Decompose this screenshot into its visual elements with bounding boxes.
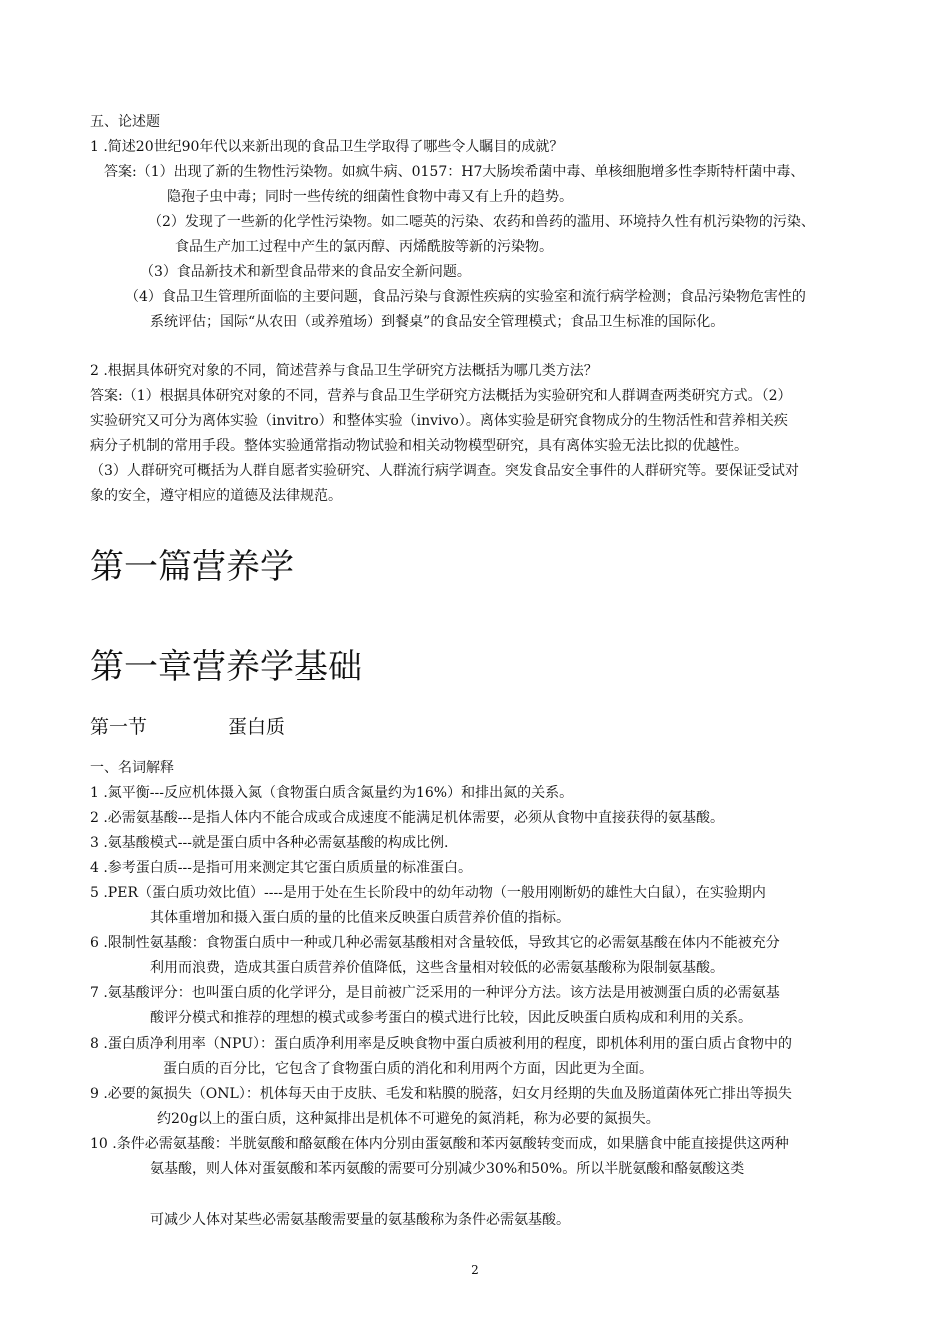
answer-line: 病分子机制的常用手段。整体实验通常指动物试验和相关动物模型研究，具有离体实验无法比拟的优越性。 [90,438,748,454]
section-name: 蛋白质 [228,716,286,738]
answer-line: 答案:（1）根据具体研究对象的不同，营养与食品卫生学研究方法概括为实验研究和人群调查两类研究方式。（2） [90,388,792,404]
question-2: 2 .根据具体研究对象的不同，简述营养与食品卫生学研究方法概括为哪几类方法？ [90,363,598,379]
term-line: 利用而浪费，造成其蛋白质营养价值降低，这些含量相对较低的必需氨基酸称为限制氨基酸。 [150,960,724,976]
term-line: 氨基酸，则人体对蛋氨酸和苯丙氨酸的需要可分别减少30%和50%。所以半胱氨酸和酪氨酸这类 [150,1161,745,1177]
question-1: 1 .简述20世纪90年代以来新出现的食品卫生学取得了哪些令人瞩目的成就？ [90,139,564,155]
term-line: 蛋白质的百分比，它包含了食物蛋白质的消化和利用两个方面，因此更为全面。 [163,1061,653,1077]
answer-line: （4）食品卫生管理所面临的主要问题，食品污染与食源性疾病的实验室和流行病学检测；食品污染物危害性的 [125,289,806,305]
page-number: 2 [471,1263,479,1277]
answer-line: 隐孢子虫中毒；同时一些传统的细菌性食物中毒又有上升的趋势。 [167,189,573,205]
term-line: 8 .蛋白质净利用率（NPU）：蛋白质净利用率是反映食物中蛋白质被利用的程度，即机体利用的蛋白质占食物中的 [90,1036,793,1052]
term-line: 约20g以上的蛋白质，这种氮排出是机体不可避免的氮消耗，称为必要的氮损失。 [157,1111,660,1127]
answer-line: （3）人群研究可概括为人群自愿者实验研究、人群流行病学调查。突发食品安全事件的人群研究等。要保证受试对 [90,463,799,479]
answer-line: 实验研究又可分为离体实验（invitro）和整体实验（invivo）。离体实验是研究食物成分的生物活性和营养相关疾 [90,413,788,429]
term-line: 3 .氨基酸模式---就是蛋白质中各种必需氨基酸的构成比例. [90,835,449,851]
answer-line: 象的安全，遵守相应的道德及法律规范。 [90,488,342,504]
term-line: 可减少人体对某些必需氨基酸需要量的氨基酸称为条件必需氨基酸。 [150,1212,570,1228]
term-line: 9 .必要的氮损失（ONL）：机体每天由于皮肤、毛发和粘膜的脱落，妇女月经期的失血及肠道菌体死亡排出等损失 [90,1086,792,1102]
answer-line: 答案:（1）出现了新的生物性污染物。如疯牛病、0157：H7大肠埃希菌中毒、单核细胞增多性李斯特杆菌中毒、 [104,164,805,180]
term-line: 2 .必需氨基酸---是指人体内不能合成或合成速度不能满足机体需要，必须从食物中直接获得的氨基酸。 [90,810,724,826]
term-line: 4 .参考蛋白质---是指可用来测定其它蛋白质质量的标准蛋白。 [90,860,472,876]
term-line: 7 .氨基酸评分：也叫蛋白质的化学评分，是目前被广泛采用的一种评分方法。该方法是用被测蛋白质的必需氨基 [90,985,780,1001]
term-line: 10 .条件必需氨基酸：半胱氨酸和酪氨酸在体内分别由蛋氨酸和苯丙氨酸转变而成，如果膳食中能直接提供这两种 [90,1136,789,1152]
answer-line: 系统评估；国际“从农田（或养殖场）到餐桌”的食品安全管理模式；食品卫生标准的国际化。 [150,314,725,330]
term-line: 其体重增加和摄入蛋白质的量的比值来反映蛋白质营养价值的指标。 [150,910,570,926]
term-line: 酸评分模式和推荐的理想的模式或参考蛋白的模式进行比较，因此反映蛋白质构成和利用的关系。 [150,1010,752,1026]
term-line: 6 .限制性氨基酸：食物蛋白质中一种或几种必需氨基酸相对含量较低，导致其它的必需氨基酸在体内不能被充分 [90,935,780,951]
chapter-title: 第一章营养学基础 [90,647,362,687]
term-line: 1 .氮平衡---反应机体摄入氮（食物蛋白质含氮量约为16%）和排出氮的关系。 [90,785,574,801]
terms-heading: 一、名词解释 [90,760,174,776]
section-label: 第一节 [90,716,148,738]
part-title: 第一篇营养学 [90,547,294,587]
section-heading: 五、论述题 [90,114,160,130]
term-line: 5 .PER（蛋白质功效比值）----是用于处在生长阶段中的幼年动物（一般用刚断奶的雄性大白鼠），在实验期内 [90,885,766,901]
answer-line: （3）食品新技术和新型食品带来的食品安全新问题。 [140,264,471,280]
answer-line: （2）发现了一些新的化学性污染物。如二噁英的污染、农药和兽药的滥用、环境持久性有机污染物的污染、 [148,214,815,230]
answer-line: 食品生产加工过程中产生的氯丙醇、丙烯酰胺等新的污染物。 [175,239,553,255]
